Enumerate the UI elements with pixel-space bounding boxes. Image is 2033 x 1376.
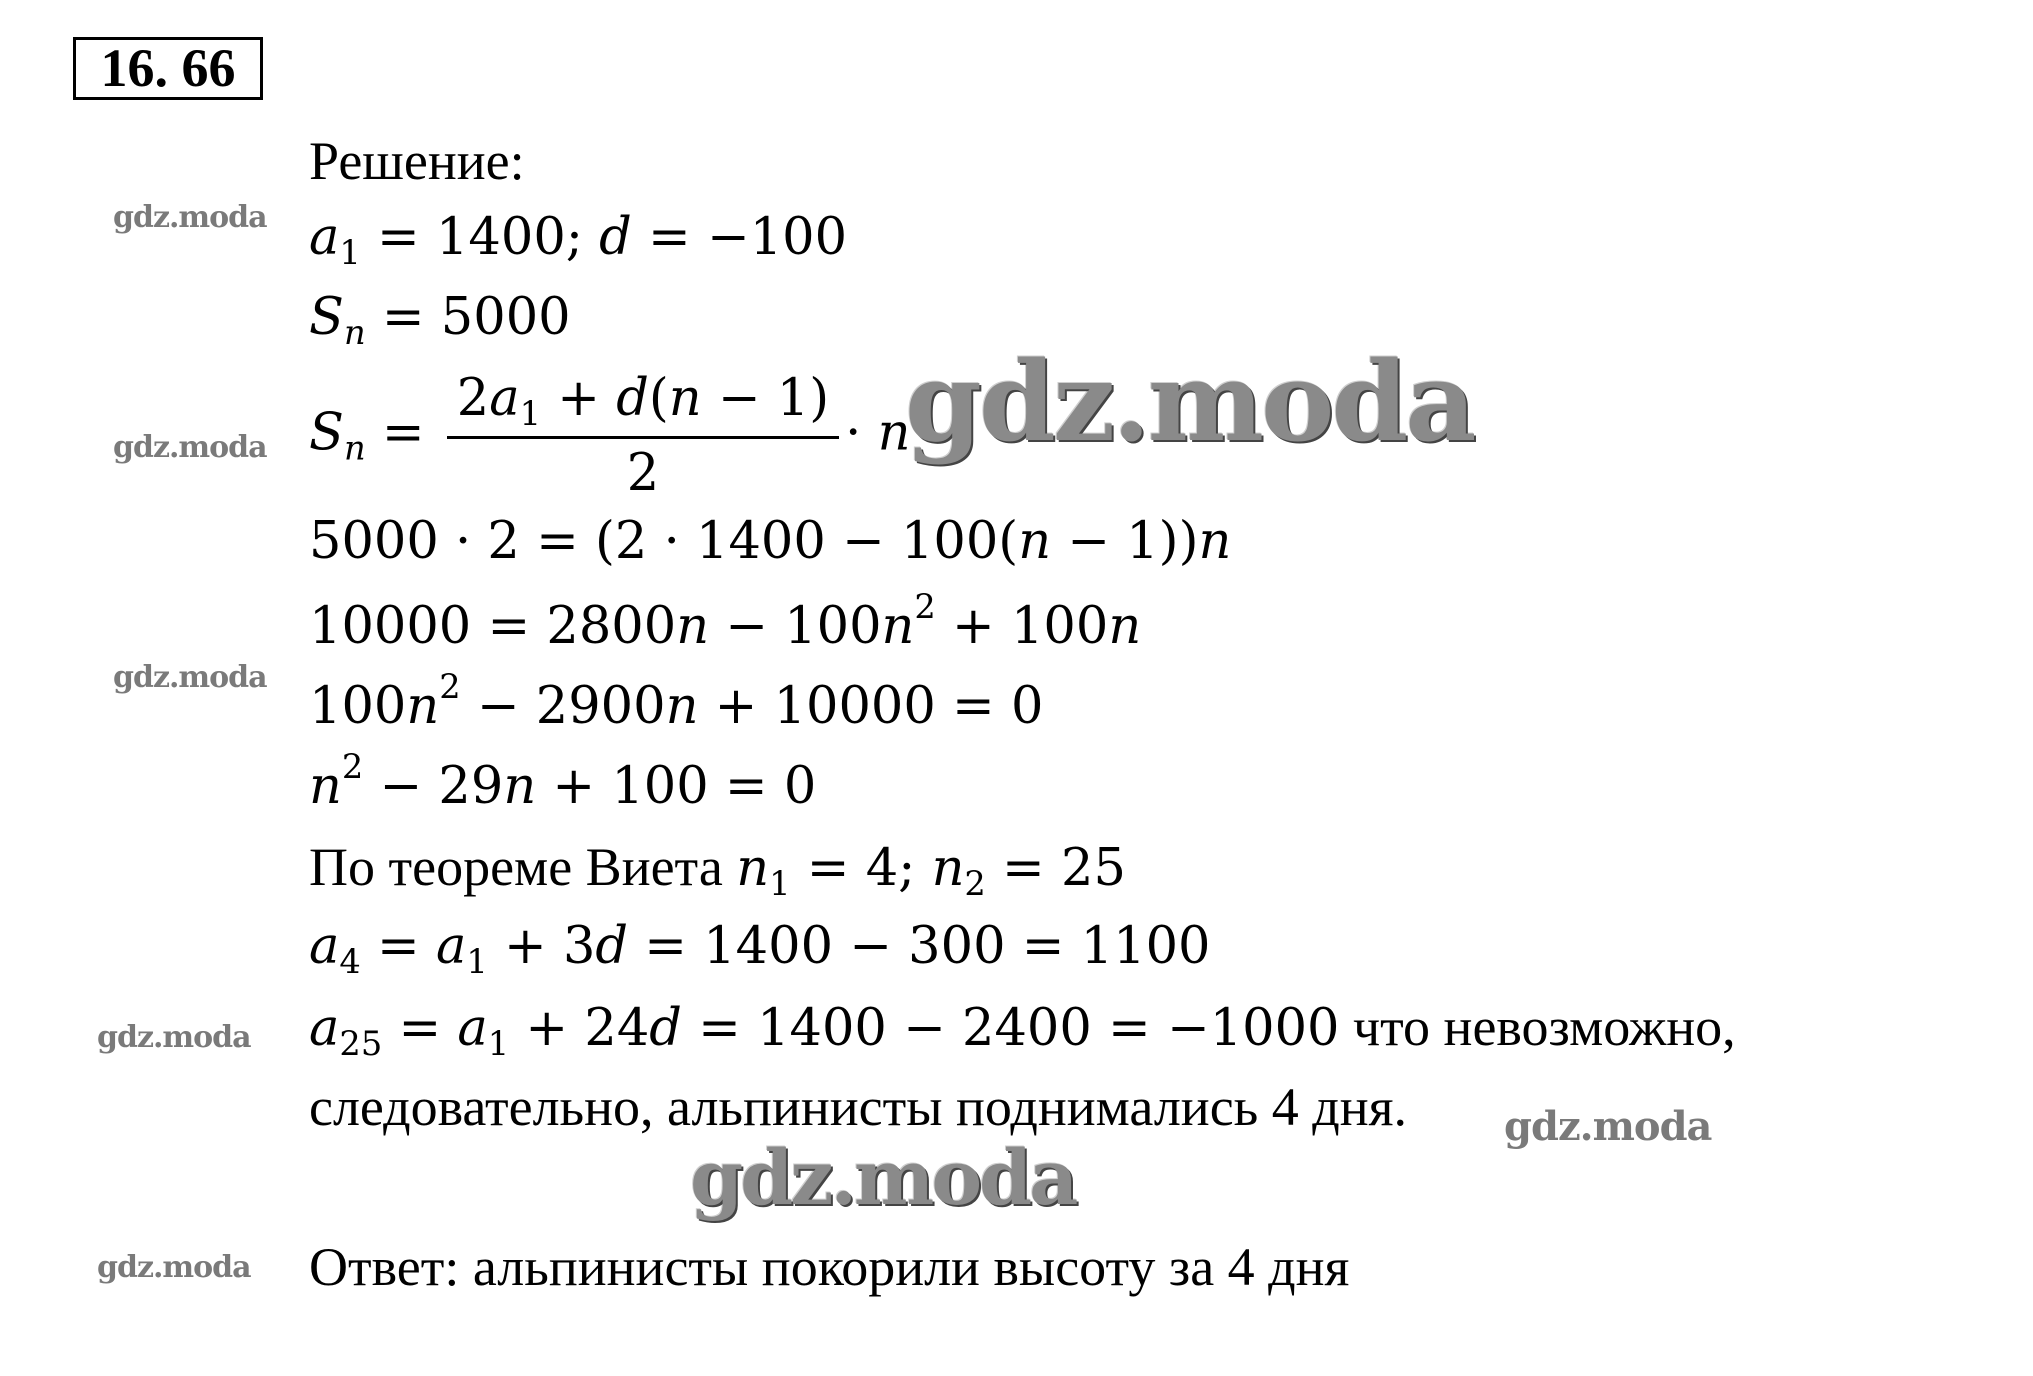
fraction-denominator: 2 [626, 444, 660, 503]
fraction [447, 368, 839, 505]
watermark-large: gdz.moda [690, 1133, 1076, 1222]
watermark-small: gdz.moda [1504, 1103, 1712, 1150]
conclusion-text: следовательно, альпинисты поднимались 4 дня. [309, 1077, 1408, 1137]
watermark-small: gdz.moda [113, 430, 267, 465]
equation-expanded: $10000 = 2800n - 100n^2 + 100n$ [309, 586, 1142, 656]
watermark-large: gdz.moda [905, 337, 1474, 466]
equation-quadratic: $100n^2 - 2900n + 10000 = 0$ [309, 666, 1044, 736]
watermark-small: gdz.moda [113, 200, 267, 235]
watermark-small: gdz.moda [97, 1250, 251, 1285]
equation-a25: $a_{25} = a_1 + 24d = 1400 - 2400 = -1000$ что невозможно, [309, 997, 1736, 1064]
equation-given-a1-d: $a_1 = 1400$; d = −100 [309, 208, 848, 273]
watermark-small: gdz.moda [97, 1020, 251, 1055]
problem-number: 16. 66 [73, 37, 263, 100]
equation-reduced: $n^2 - 29n + 100 = 0$ [309, 746, 817, 816]
vieta-roots: По теореме Виета $n_1 = 4$; $n_2 = 25$ [309, 837, 1126, 904]
fraction-numerator: $2a_1 + d(n - 1)$ [447, 368, 839, 439]
solution-heading: Решение: [309, 131, 525, 191]
equation-substitution: 5000 · 2 = (2 · 1400 − 100(n − 1))n [309, 512, 1232, 571]
equation-given-sn: $S_n = 5000$ [309, 288, 571, 353]
watermark-small: gdz.moda [113, 660, 267, 695]
answer-text: Ответ: альпинисты покорили высоту за 4 дня [309, 1237, 1350, 1297]
equation-a4: $a_4 = a_1 + 3d = 1400 - 300 = 1100$ [309, 917, 1211, 982]
equation-sum-formula: $S_n$ = $\frac{2a_1 + d(n - 1)}{2}$ · n [309, 369, 911, 503]
